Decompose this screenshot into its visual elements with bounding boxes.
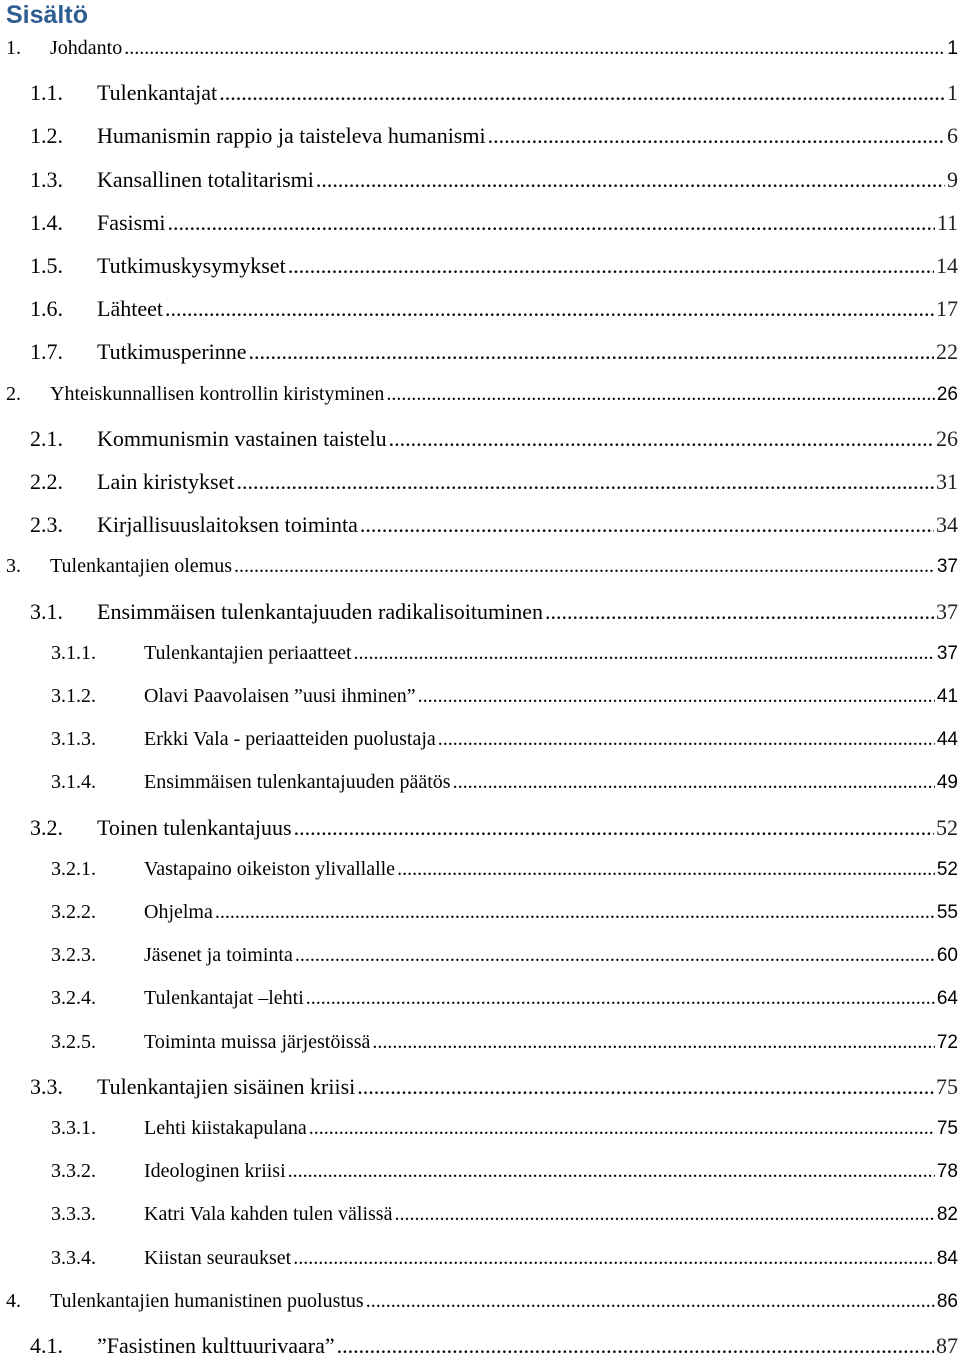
toc-entry-page: 87	[936, 1333, 958, 1358]
toc-entry-number: 3.2.3.	[51, 944, 96, 967]
toc-entry-number: 1.7.	[30, 339, 63, 365]
toc-entry-page: 86	[936, 1290, 958, 1312]
toc-entry-page: 52	[936, 814, 958, 840]
toc-entry-number: 3.2.5.	[51, 1030, 96, 1053]
toc-dot-leader	[360, 512, 934, 538]
toc-dot-leader	[288, 253, 934, 279]
toc-entry[interactable]	[0, 296, 958, 322]
toc-entry[interactable]	[0, 253, 958, 279]
toc-entry-page: 75	[936, 1118, 958, 1139]
toc-entry-number: 2.1.	[30, 425, 63, 451]
toc-entry[interactable]	[0, 858, 958, 881]
toc-entry-number: 2.	[6, 382, 21, 405]
toc-entry-label: ”Fasistinen kulttuurivaara”	[97, 1333, 335, 1358]
toc-entry-number: 3.2.1.	[51, 857, 96, 880]
toc-entry-page: 55	[936, 902, 958, 923]
toc-entry-number: 3.	[6, 555, 21, 578]
toc-entry-page: 11	[936, 209, 958, 235]
toc-entry-number: 3.3.2.	[51, 1160, 96, 1183]
toc-entry-number: 1.6.	[30, 296, 63, 322]
toc-entry[interactable]	[0, 80, 958, 106]
toc-entry-label: Tulenkantajien sisäinen kriisi	[97, 1073, 356, 1099]
toc-dot-leader	[306, 987, 935, 1010]
toc-entry-number: 3.1.3.	[51, 728, 96, 751]
toc-dot-leader	[418, 685, 935, 708]
toc-entry-label: Lain kiristykset	[97, 469, 235, 494]
toc-entry-page: 64	[936, 988, 958, 1010]
toc-entry-label: Katri Vala kahden tulen välissä	[144, 1203, 393, 1226]
toc-entry-number: 1.	[6, 37, 21, 59]
toc-entry-label: Lehti kiistakapulana	[144, 1117, 307, 1139]
toc-entry-number: 1.1.	[30, 80, 63, 106]
toc-entry-label: Ohjelma	[144, 901, 213, 923]
toc-entry-number: 3.3.	[30, 1073, 63, 1099]
toc-entry-number: 3.3.1.	[51, 1117, 96, 1139]
toc-entry[interactable]	[0, 123, 958, 149]
toc-entry-label: Tutkimusperinne	[97, 339, 247, 365]
toc-dot-leader	[357, 1074, 934, 1100]
toc-entry[interactable]	[0, 469, 958, 495]
toc-entry[interactable]	[0, 1203, 958, 1226]
toc-dot-leader	[294, 815, 934, 841]
toc-dot-leader	[389, 426, 934, 452]
toc-entry-number: 3.2.4.	[51, 987, 96, 1010]
toc-dot-leader	[236, 469, 934, 495]
toc-entry-label: Tulenkantajat	[97, 80, 218, 106]
toc-entry-number: 1.3.	[30, 166, 63, 192]
toc-entry-label: Toinen tulenkantajuus	[97, 814, 292, 840]
toc-entry-label: Kommunismin vastainen taistelu	[97, 425, 387, 451]
toc-entry[interactable]	[0, 1247, 958, 1270]
toc-entry-number: 4.	[6, 1289, 21, 1312]
toc-entry-number: 3.1.2.	[51, 685, 96, 707]
toc-entry[interactable]	[0, 1117, 958, 1140]
toc-dot-leader	[124, 37, 945, 60]
toc-entry-number: 1.5.	[30, 253, 63, 278]
toc-entry-page: 14	[936, 253, 958, 278]
toc-dot-leader	[354, 642, 935, 665]
toc-entry-page: 82	[936, 1204, 958, 1226]
toc-dot-leader	[309, 1117, 935, 1140]
toc-entry-label: Lähteet	[97, 296, 163, 322]
toc-dot-leader	[215, 901, 935, 924]
toc-entry[interactable]	[0, 339, 958, 365]
toc-entry-page: 41	[936, 686, 958, 707]
toc-dot-leader	[295, 944, 935, 967]
toc-entry[interactable]	[0, 37, 958, 60]
toc-entry-page: 44	[936, 729, 958, 751]
toc-entry-page: 34	[936, 512, 958, 538]
toc-entry-page: 9	[947, 166, 958, 192]
toc-entry-page: 31	[936, 469, 958, 494]
toc-entry-label: Ensimmäisen tulenkantajuuden radikalisoituminen	[97, 598, 544, 624]
toc-entry-label: Kansallinen totalitarismi	[97, 166, 314, 192]
toc-entry-page: 6	[947, 123, 958, 149]
toc-entry[interactable]	[0, 1160, 958, 1183]
toc-dot-leader	[372, 1031, 935, 1054]
toc-entry-page: 17	[936, 296, 958, 322]
toc-dot-leader	[167, 210, 934, 236]
toc-entry-page: 84	[936, 1247, 958, 1269]
toc-entry-label: Tulenkantajat –lehti	[144, 987, 304, 1010]
toc-entry-page: 75	[936, 1073, 958, 1099]
page-title: Sisältö	[6, 1, 88, 29]
toc-dot-leader	[234, 555, 935, 578]
toc-entry-label: Humanismin rappio ja taisteleva humanismi	[97, 123, 486, 149]
toc-entry-label: Ideologinen kriisi	[144, 1160, 286, 1183]
toc-entry-label: Erkki Vala - periaatteiden puolustaja	[144, 728, 436, 751]
toc-dot-leader	[249, 339, 934, 365]
toc-entry-page: 1	[947, 80, 958, 106]
toc-entry[interactable]	[0, 210, 958, 236]
toc-entry[interactable]	[0, 1333, 958, 1359]
toc-entry-number: 3.3.4.	[51, 1246, 96, 1269]
toc-entry-label: Jäsenet ja toiminta	[144, 944, 293, 967]
toc-entry-number: 3.3.3.	[51, 1203, 96, 1226]
toc-entry-label: Olavi Paavolaisen ”uusi ihminen”	[144, 685, 416, 707]
toc-entry-page: 49	[936, 772, 958, 794]
toc-entry-number: 2.3.	[30, 512, 63, 538]
toc-entry-number: 3.1.1.	[51, 641, 96, 664]
toc-entry-page: 60	[936, 945, 958, 967]
toc-entry-label: Kiistan seuraukset	[144, 1246, 292, 1269]
toc-entry[interactable]	[0, 512, 958, 538]
toc-entry-label: Vastapaino oikeiston ylivallalle	[144, 857, 396, 880]
toc-entry-label: Johdanto	[50, 37, 123, 59]
toc-entry[interactable]	[0, 815, 958, 841]
toc-entry[interactable]	[0, 728, 958, 751]
toc-entry-page: 78	[936, 1161, 958, 1183]
toc-dot-leader	[288, 1160, 935, 1183]
toc-entry-label: Fasismi	[97, 209, 166, 235]
toc-entry[interactable]	[0, 1031, 958, 1054]
toc-dot-leader	[386, 383, 934, 406]
toc-entry[interactable]	[0, 426, 958, 452]
toc-entry-label: Toiminta muissa järjestöissä	[144, 1030, 371, 1053]
toc-entry-label: Yhteiskunnallisen kontrollin kiristyminen	[50, 382, 385, 405]
toc-entry-number: 1.2.	[30, 123, 63, 149]
toc-dot-leader	[394, 1203, 934, 1226]
toc-entry-page: 37	[936, 598, 958, 624]
toc-entry-page: 1	[947, 38, 958, 59]
toc-entry-label: Ensimmäisen tulenkantajuuden päätös	[144, 771, 451, 794]
toc-entry-number: 4.1.	[30, 1333, 63, 1358]
toc-dot-leader	[488, 123, 945, 149]
toc-dot-leader	[165, 296, 934, 322]
toc-entry-number: 3.1.	[30, 598, 63, 624]
toc-dot-leader	[545, 599, 934, 625]
toc-entry-number: 3.2.2.	[51, 901, 96, 923]
toc-dot-leader	[316, 167, 945, 193]
toc-entry-page: 26	[936, 425, 958, 451]
toc-dot-leader	[453, 771, 935, 794]
toc-entry-page: 37	[936, 642, 958, 664]
toc-dot-leader	[219, 80, 945, 106]
toc-entry-number: 2.2.	[30, 469, 63, 494]
toc-entry[interactable]	[0, 771, 958, 794]
toc-entry[interactable]	[0, 167, 958, 193]
toc-entry-label: Tulenkantajien periaatteet	[144, 641, 352, 664]
toc-entry-page: 72	[936, 1031, 958, 1053]
toc-dot-leader	[397, 858, 935, 881]
toc-entry-page: 37	[936, 556, 958, 578]
toc-entry[interactable]	[0, 642, 958, 665]
toc-entry[interactable]	[0, 599, 958, 625]
toc-entry[interactable]	[0, 1074, 958, 1100]
toc-entry-page: 22	[936, 339, 958, 365]
toc-entry-label: Kirjallisuuslaitoksen toiminta	[97, 512, 358, 538]
toc-entry[interactable]	[0, 901, 958, 924]
toc-entry-label: Tutkimuskysymykset	[97, 253, 286, 278]
toc-dot-leader	[366, 1290, 935, 1313]
toc-entry-page: 52	[936, 858, 958, 880]
toc-entry[interactable]	[0, 1290, 958, 1313]
toc-entry-page: 26	[936, 383, 958, 405]
toc-entry[interactable]	[0, 383, 958, 406]
toc-entry-label: Tulenkantajien olemus	[50, 555, 233, 578]
toc-entry[interactable]	[0, 555, 958, 578]
toc-entry[interactable]	[0, 685, 958, 708]
toc-dot-leader	[293, 1247, 935, 1270]
toc-dot-leader	[438, 728, 935, 751]
toc-entry-number: 1.4.	[30, 209, 63, 235]
toc-entry[interactable]	[0, 987, 958, 1010]
toc-entry-number: 3.2.	[30, 814, 63, 840]
toc-entry-label: Tulenkantajien humanistinen puolustus	[50, 1289, 364, 1312]
toc-dot-leader	[337, 1333, 934, 1359]
toc-entry-number: 3.1.4.	[51, 771, 96, 794]
toc-entry[interactable]	[0, 944, 958, 967]
